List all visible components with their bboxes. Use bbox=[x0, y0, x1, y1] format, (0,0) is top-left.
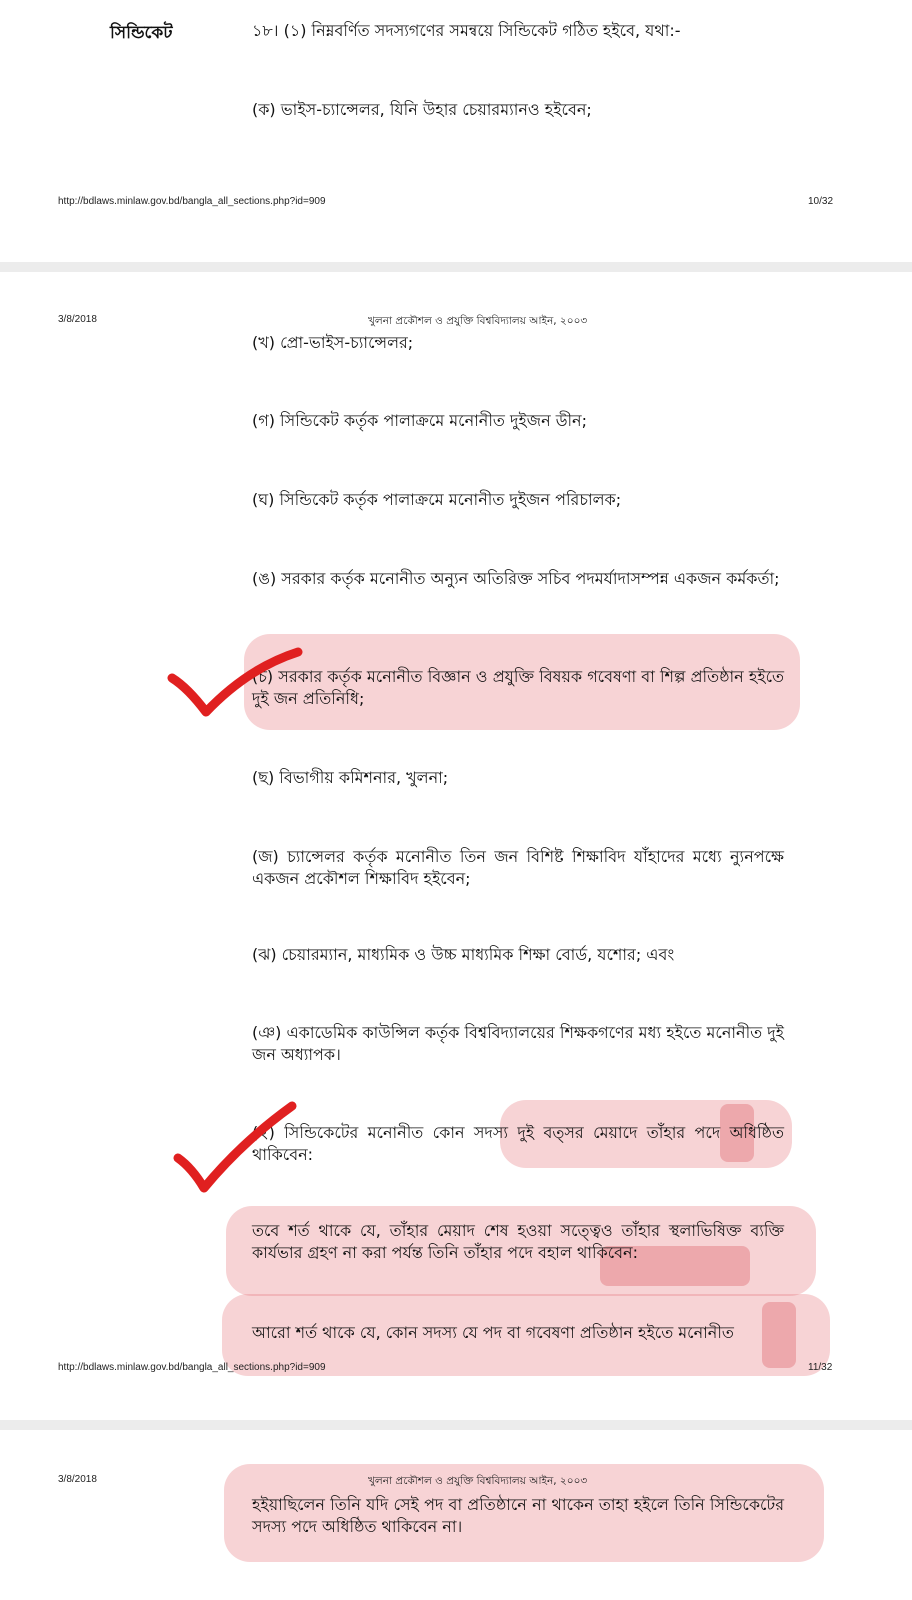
page-separator bbox=[0, 1420, 912, 1430]
highlight-overlap-mark bbox=[762, 1302, 796, 1368]
item-kha: (খ) প্রো-ভাইস-চ্যান্সেলর; bbox=[252, 333, 414, 352]
pdf-page-11 bbox=[0, 272, 912, 1420]
item-chha: (ছ) বিভাগীয় কমিশনার, খুলনা; bbox=[252, 768, 449, 787]
footer-page-number: 10/32 bbox=[808, 196, 834, 207]
page-separator bbox=[0, 262, 912, 272]
checkmark-icon bbox=[172, 1102, 302, 1192]
footer-page-number: 11/32 bbox=[808, 1362, 833, 1373]
section-18-intro: ১৮। (১) নিম্নবর্ণিত সদস্যগণের সমন্বয়ে সিন্ডিকেট গঠিত হইবে, যথা:- bbox=[252, 21, 681, 40]
pdf-page-12 bbox=[0, 1430, 912, 1600]
footer-url[interactable]: http://bdlaws.minlaw.gov.bd/bangla_all_sections.php?id=909 bbox=[58, 1362, 326, 1373]
item-ga: (গ) সিন্ডিকেট কর্তৃক পালাক্রমে মনোনীত দুইজন ডীন; bbox=[252, 411, 587, 430]
section-title: সিন্ডিকেট bbox=[110, 23, 173, 43]
item-ka: (ক) ভাইস-চ্যান্সেলর, যিনি উহার চেয়ারম্যানও হইবেন; bbox=[252, 100, 592, 119]
item-umo: (ঙ) সরকার কর্তৃক মনোনীত অন্যুন অতিরিক্ত সচিব পদমর্যাদাসম্পন্ন একজন কর্মকর্তা; bbox=[252, 569, 780, 588]
item-ja: (জ) চ্যান্সেলর কর্তৃক মনোনীত তিন জন বিশিষ্ট শিক্ষাবিদ যাঁহাদের মধ্যে ন্যুনপক্ষে একজন প্রকৌশল শিক্ষাবিদ হইবেন; bbox=[252, 847, 784, 888]
item-jha: (ঝ) চেয়ারম্যান, মাধ্যমিক ও উচ্চ মাধ্যমিক শিক্ষা বোর্ড, যশোর; এবং bbox=[252, 945, 675, 964]
item-nya: (ঞ) একাডেমিক কাউন্সিল কর্তৃক বিশ্ববিদ্যালয়ের শিক্ষকগণের মধ্য হইতে মনোনীত দুই জন অধ্যাপক। bbox=[252, 1023, 784, 1064]
proviso-one: তবে শর্ত থাকে যে, তাঁহার মেয়াদ শেষ হওয়া সত্ত্বেও তাঁহার স্থলাভিষিক্ত ব্যক্তি কার্যভার গ্রহণ না করা পর্যন্ত তিনি তাঁহার পদে বহাল থাকিবেন: bbox=[252, 1221, 784, 1262]
running-title: খুলনা প্রকৌশল ও প্রযুক্তি বিশ্ববিদ্যালয় আইন, ২০০৩ bbox=[368, 315, 588, 327]
item-cha: (চ) সরকার কর্তৃক মনোনীত বিজ্ঞান ও প্রযুক্তি বিষয়ক গবেষণা বা শিল্প প্রতিষ্ঠান হইতে দুই জন প্রতিনিধি; bbox=[252, 667, 784, 708]
subsection-2: (২) সিন্ডিকেটের মনোনীত কোন সদস্য দুই বত্সর মেয়াদে তাঁহার পদে অধিষ্ঠিত থাকিবেন: bbox=[252, 1123, 784, 1164]
pdf-page-10 bbox=[0, 0, 912, 262]
footer-url[interactable]: http://bdlaws.minlaw.gov.bd/bangla_all_sections.php?id=909 bbox=[58, 196, 326, 207]
running-title: খুলনা প্রকৌশল ও প্রযুক্তি বিশ্ববিদ্যালয় আইন, ২০০৩ bbox=[368, 1475, 588, 1487]
proviso-two: আরো শর্ত থাকে যে, কোন সদস্য যে পদ বা গবেষণা প্রতিষ্ঠান হইতে মনোনীত bbox=[252, 1323, 734, 1342]
checkmark-icon bbox=[168, 650, 308, 722]
item-gha: (ঘ) সিন্ডিকেট কর্তৃক পালাক্রমে মনোনীত দুইজন পরিচালক; bbox=[252, 490, 622, 509]
proviso-two-continuation: হইয়াছিলেন তিনি যদি সেই পদ বা প্রতিষ্ঠানে না থাকেন তাহা হইলে তিনি সিন্ডিকেটের সদস্য পদে অধিষ্ঠিত থাকিবেন না। bbox=[252, 1495, 784, 1536]
print-date: 3/8/2018 bbox=[58, 1474, 97, 1485]
print-date: 3/8/2018 bbox=[58, 314, 97, 325]
